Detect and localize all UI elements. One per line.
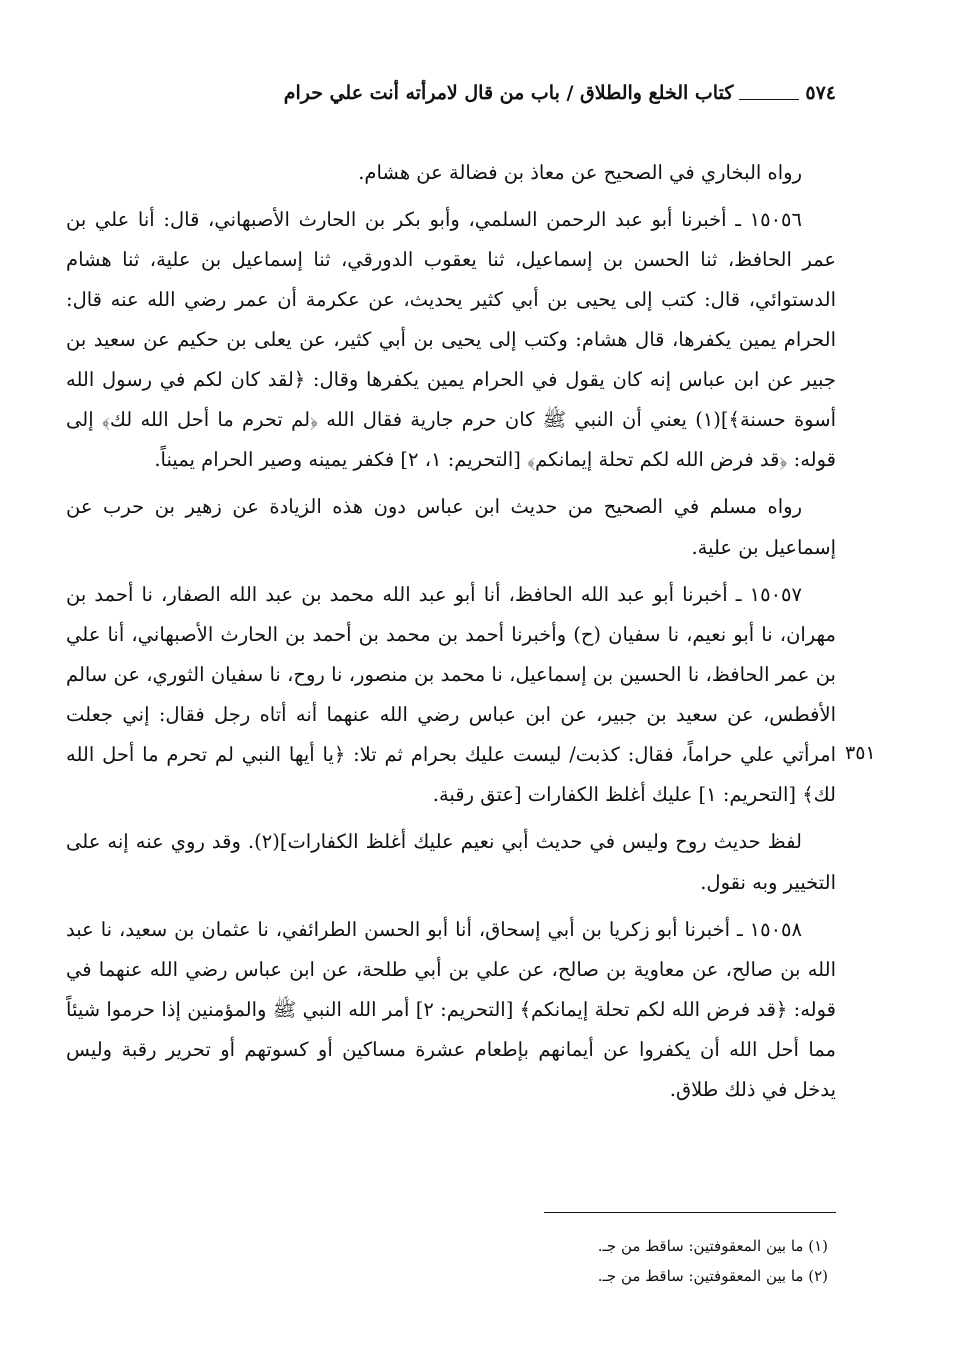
page <box>66 78 836 1116</box>
header-title: كتاب الخلع والطلاق / باب من قال لامرأته أنت علي حرام <box>283 82 734 104</box>
header-rule-short <box>739 99 799 100</box>
margin-page-reference: ٣٥١ <box>845 742 876 764</box>
paragraph-hadith-15057: ١٥٠٥٧ ـ أخبرنا أبو عبد الله الحافظ، أنا أبو عبد الله محمد بن عبد الله الصفار، نا أحمد بن مهران، نا أبو نعيم، نا سفيان (ح) وأخبرنا أحمد بن محمد بن أحمد بن الحارث الأصبهاني، أنا علي بن عمر الحافظ، نا الحسين بن إسماعيل، نا محمد بن منصور، نا روح، نا سفيان الثوري، عن سالم الأفطس، عن سعيد بن جبير، عن ابن عباس رضي الله عنهما أنه أتاه رجل فقال: إني جعلت امرأتي علي حراماً، فقال: كذبت/ ليست عليك بحرام ثم تلا: ﴿يا أيها النبي لم تحرم ما أحل الله لك﴾ [التحريم: ١] عليك أغلظ الكفارات [عتق رقبة. <box>66 582 836 806</box>
footnote-1: (١) ما بين المعقوفتين: ساقط من جـ. <box>597 1237 828 1255</box>
paragraph-3: رواه مسلم في الصحيح من حديث ابن عباس دون هذه الزيادة عن زهير بن حرب عن إسماعيل بن علية. <box>66 494 836 559</box>
paragraph-hadith-15056: ١٥٠٥٦ ـ أخبرنا أبو عبد الرحمن السلمي، وأبو بكر بن الحارث الأصبهاني، قال: أنا علي بن عمر الحافظ، ثنا الحسن بن إسماعيل، ثنا يعقوب الدورقي، ثنا إسماعيل بن علية، ثنا هشام الدستوائي، قال: كتب إلى يحيى بن أبي كثير يحديث، عن عكرمة أن عمر رضي الله عنه قال: الحرام يمين يكفرها، قال هشام: وكتب إلى يحيى بن أبي كثير، عن يعلى بن حكيم عن سعيد بن جبير عن ابن عباس إنه كان يقول في الحرام يمين يكفرها وقال: ﴿لقد كان لكم في رسول الله أسوة حسنة﴾](١) يعني أن النبي ﷺ كان حرم جارية فقال الله ﴿لم تحرم ما أحل الله لك﴾ إلى قوله: ﴿قد فرض الله لكم تحلة إيمانكم﴾ [التحريم: ١، ٢] فكفر يمينه وصير الحرام يميناً. <box>66 207 836 471</box>
footnote-separator <box>544 1212 836 1213</box>
page-number: ٥٧٤ <box>805 82 836 104</box>
footnote-2: (٢) ما بين المعقوفتين: ساقط من جـ. <box>597 1267 828 1285</box>
paragraph-hadith-15058: ١٥٠٥٨ ـ أخبرنا أبو زكريا بن أبي إسحاق، أنا أبو الحسن الطرائفي، نا عثمان بن سعيد، نا عبد الله بن صالح، عن معاوية بن صالح، عن علي بن أبي طلحة، عن ابن عباس رضي الله عنهما في قوله: ﴿قد فرض الله لكم تحلة إيمانكم﴾ [التحريم: ٢] أمر الله النبي ﷺ والمؤمنين إذا حرموا شيئاً مما أحل الله أن يكفروا عن أيمانهم بإطعام عشرة مساكين أو كسوتهم أو تحرير رقبة وليس يدخل في ذلك طلاق. <box>66 917 836 1101</box>
page-body <box>66 152 836 1110</box>
paragraph-1: رواه البخاري في الصحيح عن معاذ بن فضالة عن هشام. <box>358 161 802 184</box>
paragraph-5: لفظ حديث روح وليس في حديث أبي نعيم عليك أغلظ الكفارات](٢). وقد روي عنه إنه على التخيير وبه نقول. <box>66 829 836 894</box>
footnotes <box>66 1212 836 1291</box>
running-header <box>66 78 836 108</box>
